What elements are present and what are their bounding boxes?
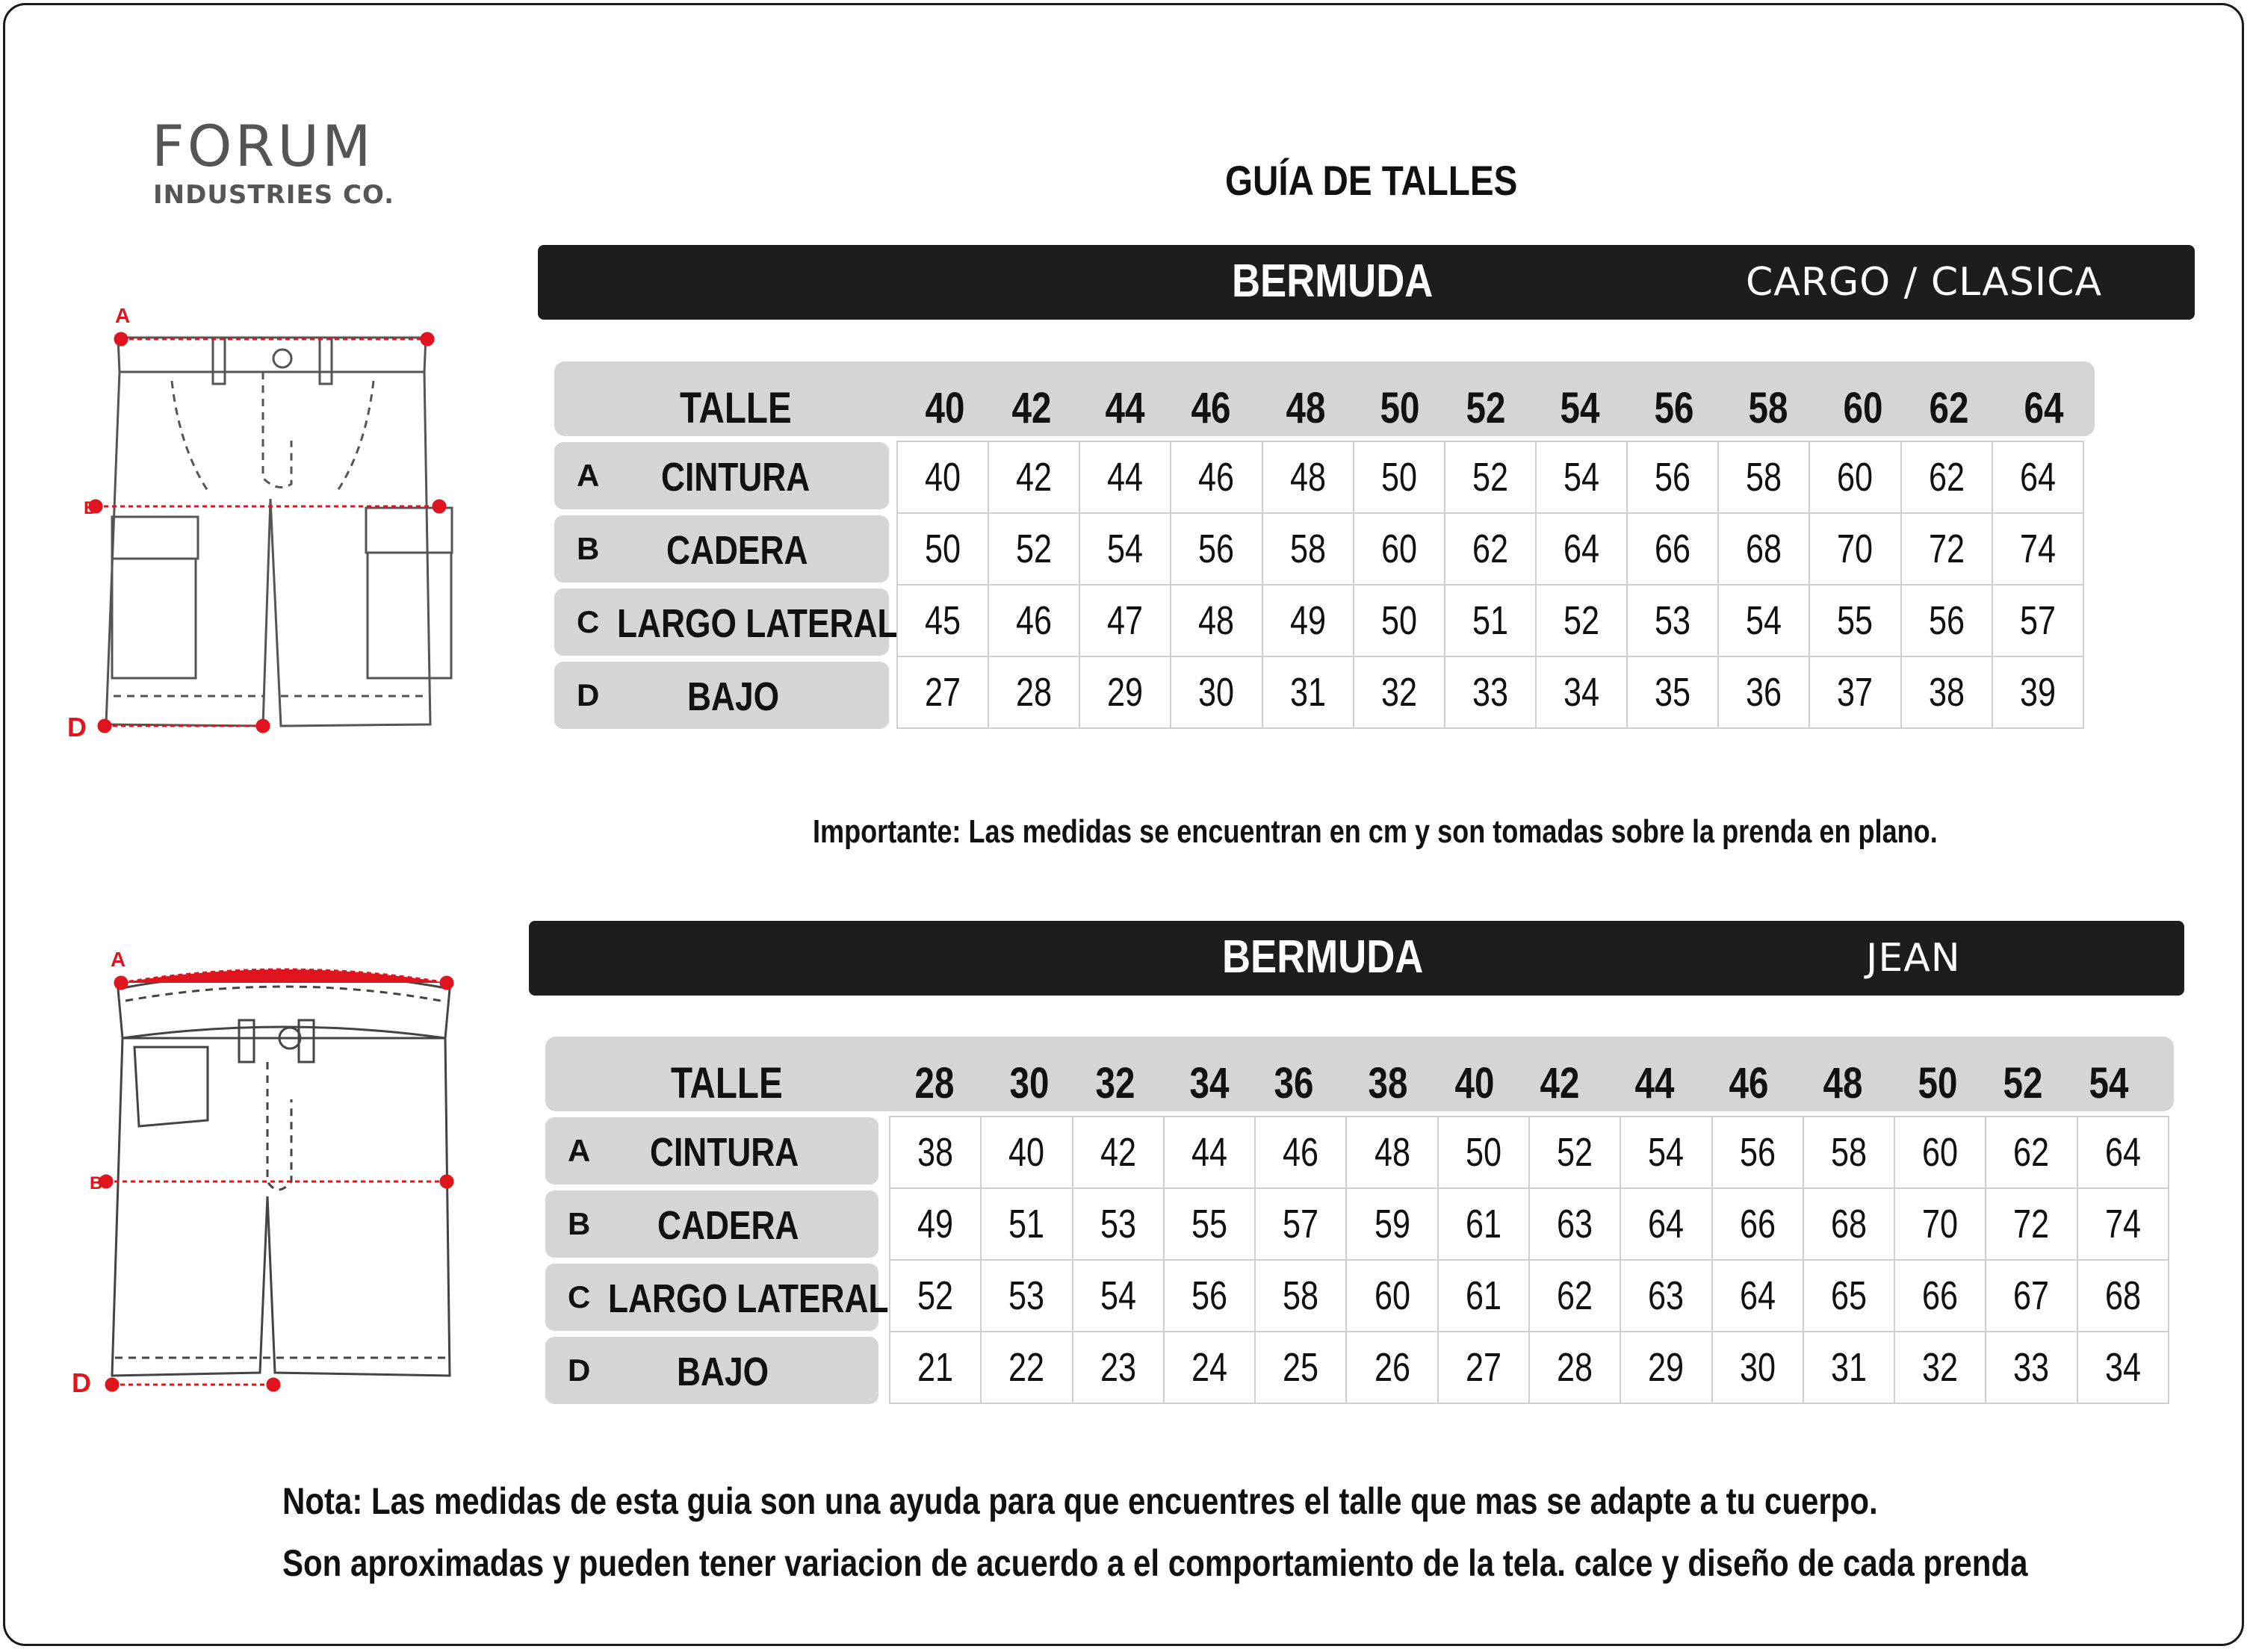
- table-cell: 50: [1354, 441, 1445, 513]
- row-name: BAJO: [687, 674, 780, 719]
- table-cell: 55: [1164, 1188, 1255, 1260]
- table-cell: 32: [1894, 1332, 1986, 1403]
- table-cell: 56: [1901, 585, 1992, 656]
- table-cell: 57: [1255, 1188, 1346, 1260]
- banner-jean: [529, 921, 2184, 996]
- row-letter: D: [568, 1353, 591, 1388]
- jean-shorts-diagram: [67, 950, 471, 1406]
- nota-line-1: Nota: Las medidas de esta guia son una ayuda para que encuentres el talle que mas se adapte a tu cuerpo.: [282, 1480, 1878, 1522]
- table-cell: 68: [1803, 1188, 1894, 1260]
- table-cell: 60: [1346, 1260, 1437, 1332]
- banner-title: BERMUDA: [1232, 255, 1434, 307]
- table-cell: 64: [1992, 441, 2083, 513]
- size-header: 54: [1560, 384, 1600, 432]
- table-cell: 27: [1438, 1332, 1529, 1403]
- table-cell: 21: [890, 1332, 981, 1403]
- size-header: 44: [1105, 384, 1145, 432]
- table-cell: 74: [2077, 1188, 2169, 1260]
- banner-title: BERMUDA: [1222, 931, 1424, 983]
- table-cell: 64: [2077, 1117, 2169, 1188]
- table-cell: 53: [1627, 585, 1718, 656]
- table-cell: 34: [1536, 656, 1627, 728]
- page-title: GUÍA DE TALLES: [1225, 157, 1518, 204]
- row-letter: D: [577, 677, 600, 712]
- table-cell: 40: [897, 441, 988, 513]
- table-cell: 32: [1354, 656, 1445, 728]
- table-cell: 70: [1894, 1188, 1986, 1260]
- size-header: 44: [1634, 1059, 1675, 1108]
- row-label-bajo: [554, 662, 889, 729]
- size-header: 58: [1748, 384, 1788, 432]
- row-name: CINTURA: [661, 455, 811, 500]
- table-cell: 39: [1992, 656, 2083, 728]
- diagram-label-d: D: [67, 712, 87, 742]
- table-cell: 54: [1079, 513, 1171, 585]
- table-cell: 72: [1986, 1188, 2077, 1260]
- diagram-label-b: B: [90, 1173, 103, 1193]
- table-cell: 44: [1164, 1117, 1255, 1188]
- table-cell: 53: [1073, 1188, 1164, 1260]
- table-cell: 29: [1620, 1332, 1711, 1403]
- table-cell: 51: [1445, 585, 1536, 656]
- row-name: CADERA: [666, 528, 808, 573]
- table-cell: 66: [1894, 1260, 1986, 1332]
- table-cell: 44: [1079, 441, 1171, 513]
- table-cell: 72: [1901, 513, 1992, 585]
- table-cell: 64: [1536, 513, 1627, 585]
- size-header: 42: [1540, 1059, 1580, 1108]
- size-header: 46: [1729, 1059, 1769, 1108]
- table-cell: 58: [1718, 441, 1809, 513]
- table-cell: 27: [897, 656, 988, 728]
- table-cell: 38: [1901, 656, 1992, 728]
- row-name: LARGO LATERAL: [608, 1276, 889, 1321]
- size-header: 32: [1095, 1059, 1135, 1108]
- table-cell: 60: [1894, 1117, 1986, 1188]
- row-label-cintura: [554, 442, 889, 509]
- row-label-cadera: [554, 515, 889, 583]
- table-cell: 52: [1445, 441, 1536, 513]
- size-header: 46: [1191, 384, 1231, 432]
- table-cell: 56: [1712, 1117, 1803, 1188]
- table-cell: 34: [2077, 1332, 2169, 1403]
- table-cell: 63: [1620, 1260, 1711, 1332]
- size-header: 36: [1274, 1059, 1314, 1108]
- size-header: 52: [1466, 384, 1506, 432]
- table-cell: 36: [1718, 656, 1809, 728]
- table-cell: 52: [1529, 1117, 1620, 1188]
- table-cell: 62: [1986, 1117, 2077, 1188]
- brand-subtitle: INDUSTRIES CO.: [153, 180, 395, 210]
- important-note: Importante: Las medidas se encuentran en cm y son tomadas sobre la prenda en plano.: [813, 813, 1938, 850]
- row-name: LARGO LATERAL: [617, 601, 898, 646]
- row-letter: C: [568, 1279, 591, 1314]
- table-cell: 29: [1079, 656, 1171, 728]
- cargo-shorts-diagram: [67, 306, 471, 747]
- table-cell: 46: [1171, 441, 1262, 513]
- table-cell: 66: [1712, 1188, 1803, 1260]
- diagram-label-a: A: [111, 950, 126, 971]
- table-cell: 52: [890, 1260, 981, 1332]
- table-cell: 49: [1262, 585, 1354, 656]
- size-header: 64: [2024, 384, 2064, 432]
- row-label-cadera: [545, 1190, 878, 1258]
- table-cell: 47: [1079, 585, 1171, 656]
- size-header: 28: [914, 1059, 955, 1108]
- size-header: 48: [1823, 1059, 1863, 1108]
- table-cell: 50: [1354, 585, 1445, 656]
- size-header: 50: [1918, 1059, 1958, 1108]
- table-cell: 33: [1986, 1332, 2077, 1403]
- table-cell: 61: [1438, 1188, 1529, 1260]
- table-cell: 54: [1073, 1260, 1164, 1332]
- table-cell: 68: [1718, 513, 1809, 585]
- banner-cargo: [538, 245, 2195, 320]
- table-cell: 50: [897, 513, 988, 585]
- table-cell: 64: [1712, 1260, 1803, 1332]
- table-cell: 46: [1255, 1117, 1346, 1188]
- size-header: 50: [1380, 384, 1420, 432]
- table-cell: 48: [1262, 441, 1354, 513]
- table-cell: 49: [890, 1188, 981, 1260]
- table-cell: 59: [1346, 1188, 1437, 1260]
- table-cell: 28: [988, 656, 1079, 728]
- table-cell: 57: [1992, 585, 2083, 656]
- row-letter: B: [568, 1206, 591, 1241]
- table-cell: 23: [1073, 1332, 1164, 1403]
- table-cell: 61: [1438, 1260, 1529, 1332]
- table-cell: 46: [988, 585, 1079, 656]
- banner-subtitle: CARGO / CLASICA: [1746, 260, 2103, 305]
- table-cell: 30: [1171, 656, 1262, 728]
- size-header-cargo: [554, 361, 2095, 436]
- size-header: 52: [2003, 1059, 2043, 1108]
- row-label-largo-lateral: [545, 1264, 889, 1331]
- table-cell: 28: [1529, 1332, 1620, 1403]
- table-cell: 50: [1438, 1117, 1529, 1188]
- size-header: 40: [925, 384, 965, 432]
- size-header: 40: [1454, 1059, 1495, 1108]
- table-cell: 55: [1809, 585, 1900, 656]
- row-letter: C: [577, 604, 600, 639]
- table-cell: 58: [1803, 1117, 1894, 1188]
- table-cell: 52: [988, 513, 1079, 585]
- table-cell: 74: [1992, 513, 2083, 585]
- table-cell: 56: [1627, 441, 1718, 513]
- table-cell: 38: [890, 1117, 981, 1188]
- table-cell: 68: [2077, 1260, 2169, 1332]
- table-cell: 31: [1262, 656, 1354, 728]
- table-cell: 54: [1718, 585, 1809, 656]
- table-cell: 25: [1255, 1332, 1346, 1403]
- size-header-jean: [545, 1037, 2174, 1111]
- diagram-label-b: B: [84, 498, 97, 518]
- row-letter: B: [577, 531, 600, 566]
- table-cell: 58: [1262, 513, 1354, 585]
- banner-subtitle: JEAN: [1866, 936, 1961, 981]
- row-label-largo-lateral: [554, 589, 898, 656]
- values-grid-cargo: [896, 441, 2084, 729]
- table-cell: 58: [1255, 1260, 1346, 1332]
- table-cell: 40: [981, 1117, 1072, 1188]
- table-cell: 64: [1620, 1188, 1711, 1260]
- diagram-label-d: D: [72, 1367, 91, 1398]
- size-header: 48: [1286, 384, 1326, 432]
- table-cell: 60: [1354, 513, 1445, 585]
- table-cell: 35: [1627, 656, 1718, 728]
- table-cell: 48: [1171, 585, 1262, 656]
- table-cell: 52: [1536, 585, 1627, 656]
- table-cell: 62: [1529, 1260, 1620, 1332]
- size-header: 60: [1843, 384, 1883, 432]
- table-cell: 70: [1809, 513, 1900, 585]
- table-cell: 60: [1809, 441, 1900, 513]
- size-header: 62: [1929, 384, 1969, 432]
- row-name: CADERA: [657, 1203, 799, 1248]
- table-cell: 26: [1346, 1332, 1437, 1403]
- table-cell: 53: [981, 1260, 1072, 1332]
- table-cell: 31: [1803, 1332, 1894, 1403]
- table-cell: 67: [1986, 1260, 2077, 1332]
- row-label-cintura: [545, 1117, 878, 1184]
- size-header: 54: [2089, 1059, 2129, 1108]
- table-cell: 33: [1445, 656, 1536, 728]
- table-cell: 62: [1901, 441, 1992, 513]
- row-letter: A: [568, 1133, 591, 1168]
- table-cell: 37: [1809, 656, 1900, 728]
- table-cell: 54: [1536, 441, 1627, 513]
- table-cell: 65: [1803, 1260, 1894, 1332]
- row-name: CINTURA: [650, 1130, 799, 1175]
- header-label: TALLE: [680, 384, 792, 432]
- row-label-bajo: [545, 1337, 878, 1404]
- table-cell: 42: [1073, 1117, 1164, 1188]
- table-cell: 42: [988, 441, 1079, 513]
- diagram-label-a: A: [115, 306, 131, 327]
- table-cell: 56: [1164, 1260, 1255, 1332]
- size-header: 56: [1654, 384, 1694, 432]
- table-cell: 62: [1445, 513, 1536, 585]
- table-cell: 51: [981, 1188, 1072, 1260]
- table-cell: 54: [1620, 1117, 1711, 1188]
- table-cell: 45: [897, 585, 988, 656]
- table-cell: 56: [1171, 513, 1262, 585]
- size-header: 38: [1368, 1059, 1408, 1108]
- table-cell: 48: [1346, 1117, 1437, 1188]
- table-cell: 30: [1712, 1332, 1803, 1403]
- header-label: TALLE: [671, 1059, 783, 1108]
- row-name: BAJO: [677, 1350, 769, 1394]
- brand-logo: FORUM: [152, 113, 374, 179]
- table-cell: 24: [1164, 1332, 1255, 1403]
- row-letter: A: [577, 458, 600, 493]
- values-grid-jean: [889, 1116, 2169, 1404]
- table-cell: 66: [1627, 513, 1718, 585]
- size-header: 42: [1011, 384, 1052, 432]
- nota-line-2: Son aproximadas y pueden tener variacion de acuerdo a el comportamiento de la tela. calce y diseño de cada prenda: [282, 1542, 2028, 1584]
- size-header: 34: [1189, 1059, 1230, 1108]
- size-header: 30: [1009, 1059, 1050, 1108]
- table-cell: 63: [1529, 1188, 1620, 1260]
- table-cell: 22: [981, 1332, 1072, 1403]
